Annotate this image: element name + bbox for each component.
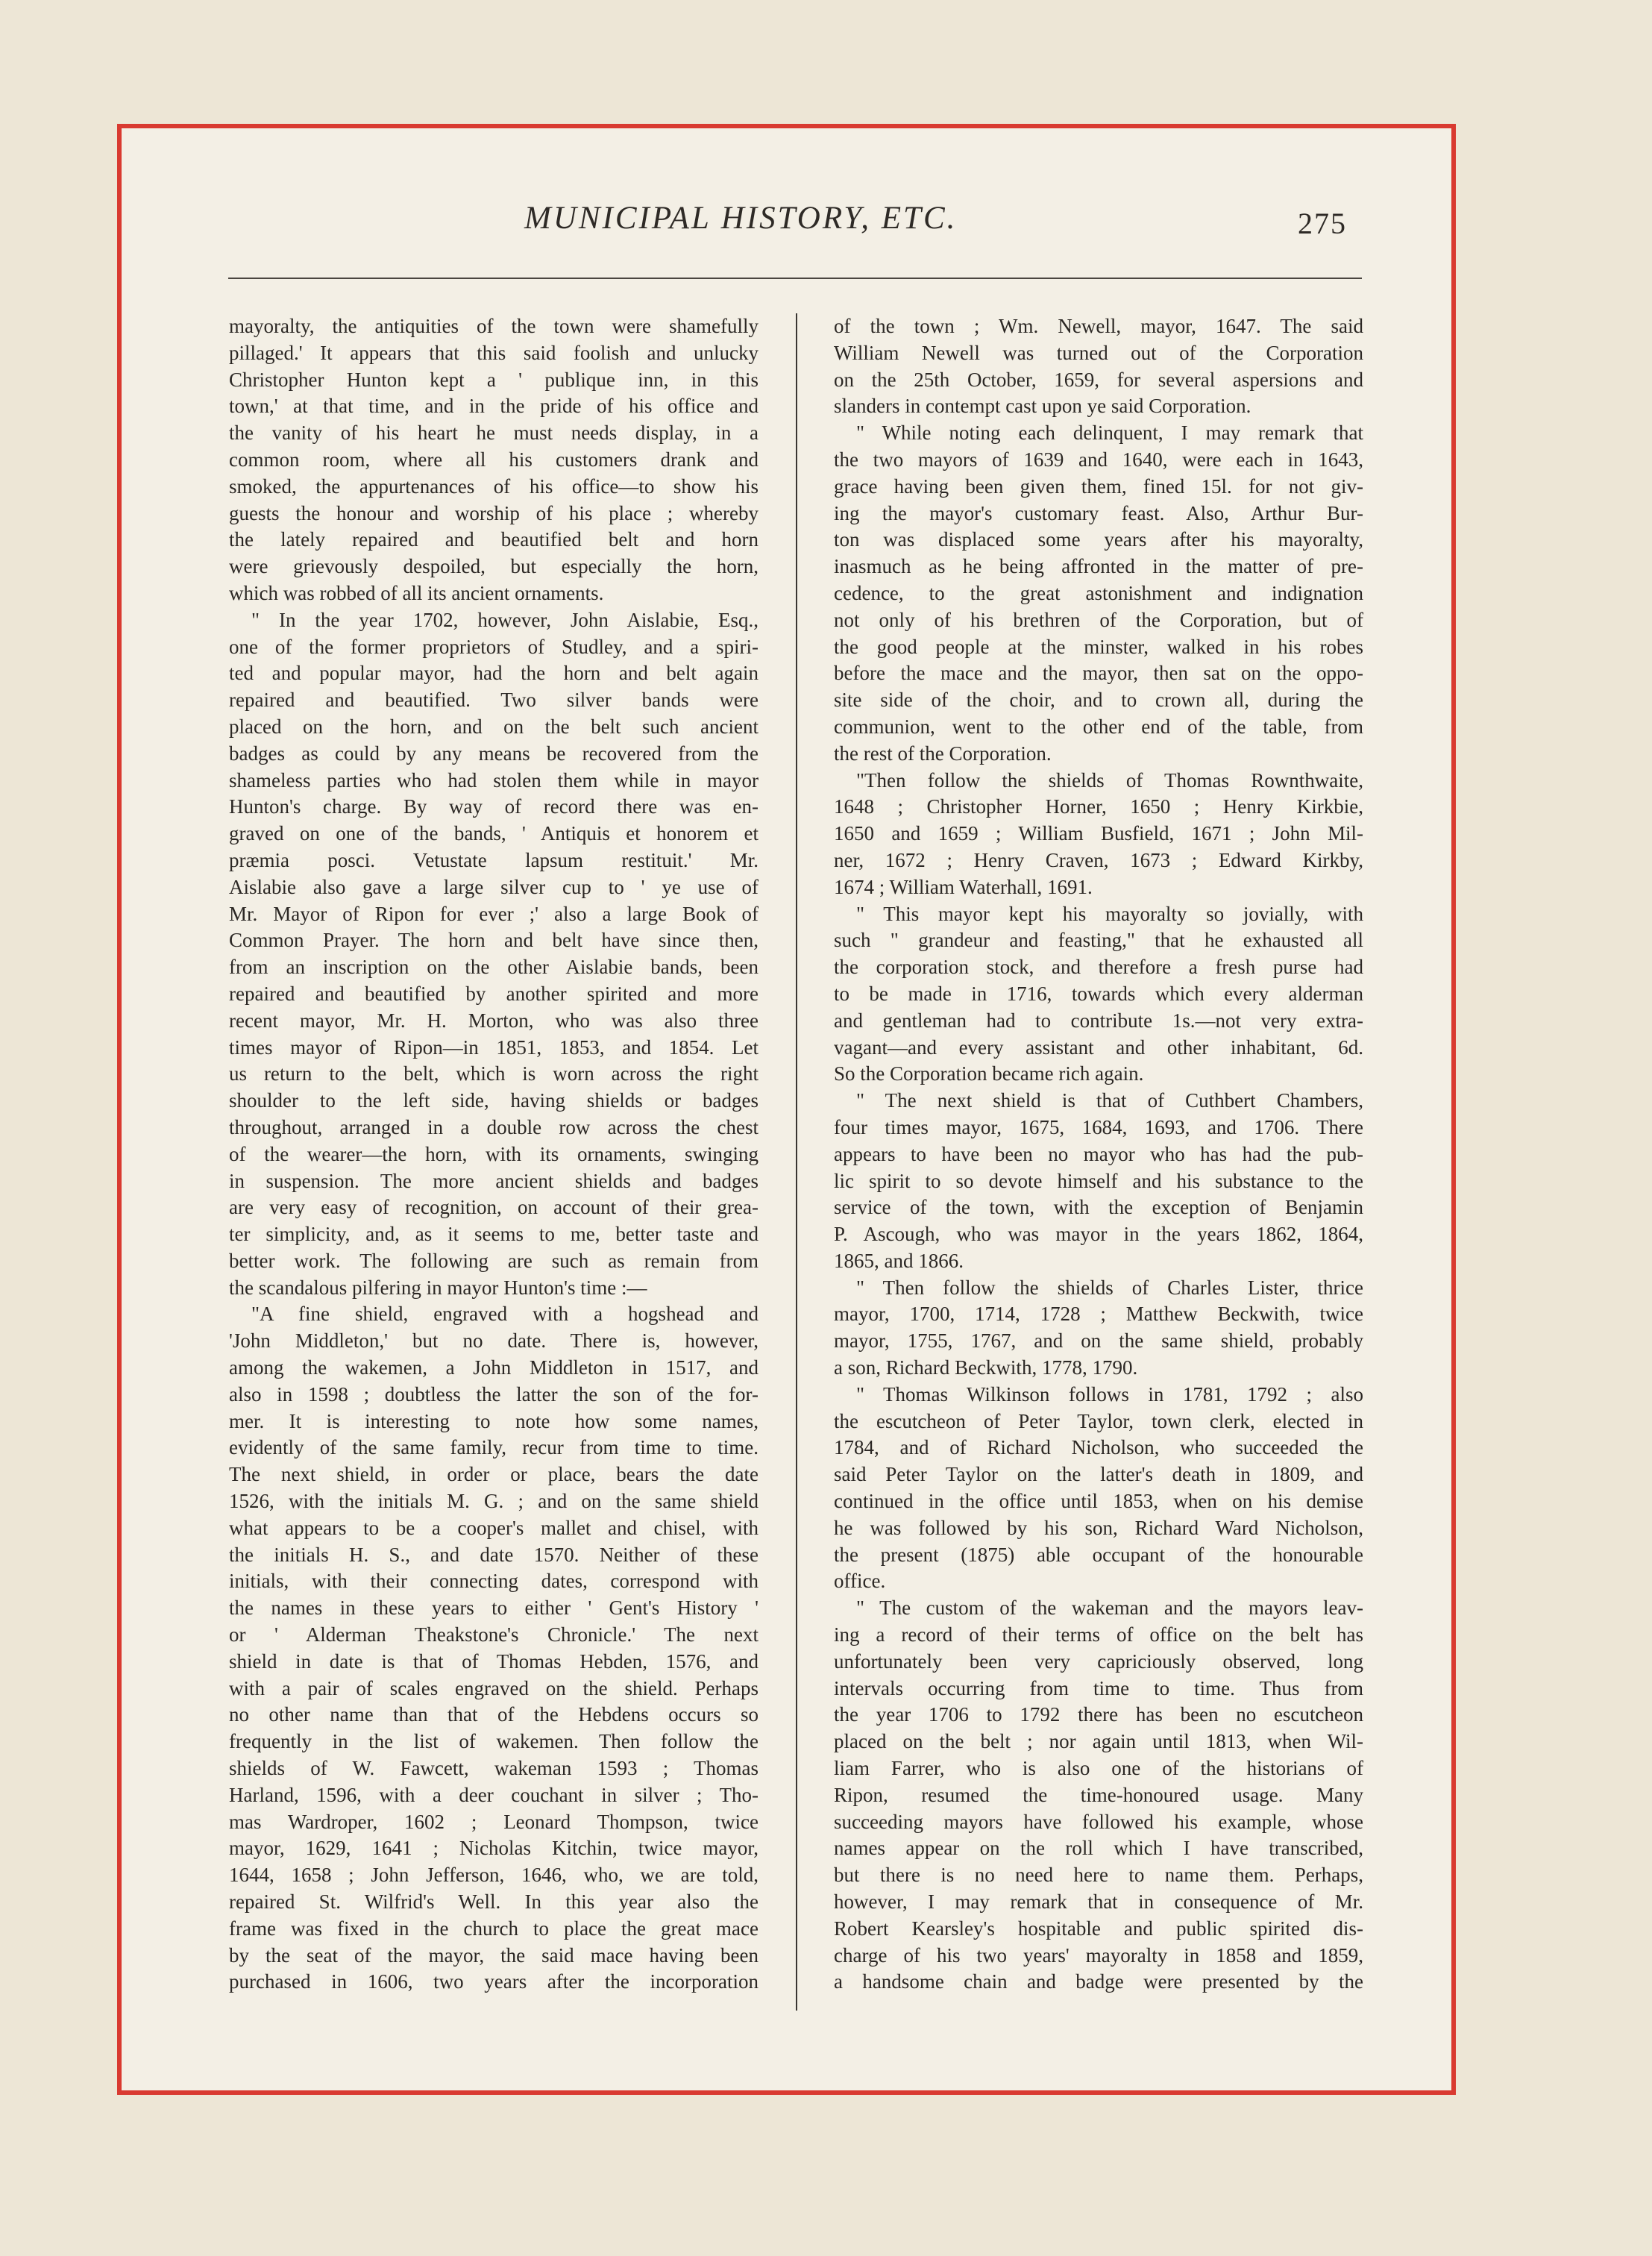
text-line: are very easy of recognition, on account of their grea- [229, 1196, 759, 1219]
text-line: continued in the office until 1853, when on his demise [834, 1490, 1363, 1513]
text-line: by the seat of the mayor, the said mace having been [229, 1943, 759, 1967]
text-line: the year 1706 to 1792 there has been no escutcheon [834, 1703, 1363, 1726]
page-number: 275 [1298, 207, 1347, 240]
text-line: placed on the horn, and on the belt such ancient [229, 715, 759, 738]
text-line: unfortunately been very capriciously observed, long [834, 1649, 1363, 1673]
text-line: cedence, to the great astonishment and indignation [834, 581, 1363, 604]
text-line: 1648 ; Christopher Horner, 1650 ; Henry Kirkbie, [834, 795, 1363, 818]
text-line: Mr. Mayor of Ripon for ever ;' also a large Book of [229, 902, 759, 925]
text-line: " Thomas Wilkinson follows in 1781, 1792 ; also [856, 1382, 1363, 1406]
text-line: repaired and beautified. Two silver bands were [229, 689, 759, 712]
text-line: were grievously despoiled, but especially the horn, [229, 555, 759, 578]
text-line: charge of his two years' mayoralty in 1858 and 1859, [834, 1943, 1363, 1967]
text-line: P. Ascough, who was mayor in the years 1862, 1864, [834, 1223, 1363, 1246]
text-line: names appear on the roll which I have transcribed, [834, 1837, 1363, 1860]
text-line: 1644, 1658 ; John Jefferson, 1646, who, we are told, [229, 1864, 759, 1887]
text-line: purchased in 1606, two years after the incorporation [229, 1970, 759, 1993]
text-line: 'John Middleton,' but no date. There is, however, [229, 1329, 759, 1353]
text-line: among the wakemen, a John Middleton in 1517, and [229, 1356, 759, 1379]
text-line: " This mayor kept his mayoralty so jovially, with [856, 902, 1363, 925]
text-line: ted and popular mayor, had the horn and belt again [229, 662, 759, 685]
text-line: appears to have been no mayor who has had the pub- [834, 1142, 1363, 1165]
text-line: 1526, with the initials M. G. ; and on the same shield [229, 1490, 759, 1513]
text-line: ner, 1672 ; Henry Craven, 1673 ; Edward Kirkby, [834, 848, 1363, 871]
text-line: Christopher Hunton kept a ' publique inn, in this [229, 368, 759, 391]
text-line: of the wearer—the horn, with its ornaments, swinging [229, 1142, 759, 1165]
text-line: Aislabie also gave a large silver cup to ' ye use of [229, 875, 759, 898]
text-line: " Then follow the shields of Charles Lister, thrice [856, 1276, 1363, 1299]
text-line: mer. It is interesting to note how some names, [229, 1409, 759, 1432]
text-line: Harland, 1596, with a deer couchant in silver ; Tho- [229, 1783, 759, 1806]
text-line: recent mayor, Mr. H. Morton, who was also three [229, 1009, 759, 1032]
text-line: initials, with their connecting dates, correspond with [229, 1570, 759, 1593]
text-line: grace having been given them, fined 15l. for not giv- [834, 474, 1363, 498]
text-line: "Then follow the shields of Thomas Rownthwaite, [856, 768, 1363, 792]
text-line: the lately repaired and beautified belt and horn [229, 528, 759, 551]
text-line: So the Corporation became rich again. [834, 1062, 1144, 1085]
text-line: office. [834, 1570, 886, 1593]
header-rule [228, 278, 1362, 279]
text-line: not only of his brethren of the Corporation, but of [834, 608, 1363, 631]
text-line: ter simplicity, and, as it seems to me, better taste and [229, 1223, 759, 1246]
text-line: he was followed by his son, Richard Ward Nicholson, [834, 1516, 1363, 1539]
text-line: one of the former proprietors of Studley, and a spiri- [229, 635, 759, 658]
text-line: the vanity of his heart he must needs display, in a [229, 422, 759, 445]
text-line: with a pair of scales engraved on the shield. Perhaps [229, 1676, 759, 1699]
text-line: the corporation stock, and therefore a fresh purse had [834, 956, 1363, 979]
text-line: the scandalous pilfering in mayor Hunton's time :— [229, 1276, 647, 1299]
text-line: graved on one of the bands, ' Antiquis et honorem et [229, 822, 759, 845]
text-line: the present (1875) able occupant of the honourable [834, 1543, 1363, 1566]
text-line: what appears to be a cooper's mallet and chisel, with [229, 1516, 759, 1539]
text-line: mayor, 1755, 1767, and on the same shield, probably [834, 1329, 1363, 1353]
text-line: lic spirit to so devote himself and his substance to the [834, 1169, 1363, 1192]
text-line: smoked, the appurtenances of his office—to show his [229, 474, 759, 498]
text-line: which was robbed of all its ancient ornaments. [229, 581, 604, 604]
text-line: intervals occurring from time to time. Thus from [834, 1676, 1363, 1699]
running-title: MUNICIPAL HISTORY, ETC. [524, 201, 958, 236]
text-line: or ' Alderman Theakstone's Chronicle.' The next [229, 1623, 759, 1646]
text-line: 1865, and 1866. [834, 1249, 964, 1272]
text-line: common room, where all his customers drank and [229, 448, 759, 471]
text-line: slanders in contempt cast upon ye said Corporation. [834, 395, 1251, 418]
text-line: " The next shield is that of Cuthbert Chambers, [856, 1089, 1363, 1112]
text-line: mayoralty, the antiquities of the town were shamefully [229, 315, 759, 337]
text-line: ing a record of their terms of office on the belt has [834, 1623, 1363, 1646]
right-column [834, 313, 1363, 1996]
text-line: shield in date is that of Thomas Hebden, 1576, and [229, 1649, 759, 1673]
text-line: placed on the belt ; nor again until 1813, when Wil- [834, 1730, 1363, 1753]
text-line: mayor, 1629, 1641 ; Nicholas Kitchin, twice mayor, [229, 1837, 759, 1860]
text-line: shoulder to the left side, having shields or badges [229, 1089, 759, 1112]
text-line: the initials H. S., and date 1570. Neither of these [229, 1543, 759, 1566]
text-line: no other name than that of the Hebdens occurs so [229, 1703, 759, 1726]
text-line: William Newell was turned out of the Corporation [834, 341, 1363, 364]
left-column [229, 313, 759, 1996]
text-line: shameless parties who had stolen them while in mayor [229, 768, 759, 792]
text-line: throughout, arranged in a double row across the chest [229, 1115, 759, 1138]
text-line: times mayor of Ripon—in 1851, 1853, and 1854. Let [229, 1035, 759, 1059]
text-line: in suspension. The more ancient shields and badges [229, 1169, 759, 1192]
text-line: " In the year 1702, however, John Aislabie, Esq., [251, 608, 759, 631]
text-line: said Peter Taylor on the latter's death in 1809, and [834, 1463, 1363, 1486]
text-line: town,' at that time, and in the pride of his office and [229, 395, 759, 418]
text-line: frame was fixed in the church to place the great mace [229, 1917, 759, 1940]
text-line: the names in these years to either ' Gent's History ' [229, 1597, 759, 1620]
text-line: Hunton's charge. By way of record there was en- [229, 795, 759, 818]
text-line: Ripon, resumed the time-honoured usage. Many [834, 1783, 1363, 1806]
text-line: of the town ; Wm. Newell, mayor, 1647. The said [834, 315, 1363, 337]
text-line: Robert Kearsley's hospitable and public spirited dis- [834, 1917, 1363, 1940]
text-line: the good people at the minster, walked in his robes [834, 635, 1363, 658]
text-line: 1650 and 1659 ; William Busfield, 1671 ; John Mil- [834, 822, 1363, 845]
text-line: communion, went to the other end of the table, from [834, 715, 1363, 738]
text-line: præmia posci. Vetustate lapsum restituit.' Mr. [229, 848, 759, 871]
text-line: better work. The following are such as remain from [229, 1249, 759, 1272]
text-line: evidently of the same family, recur from time to time. [229, 1436, 759, 1459]
text-line: the rest of the Corporation. [834, 742, 1052, 765]
column-divider [796, 313, 797, 2011]
text-line: shields of W. Fawcett, wakeman 1593 ; Thomas [229, 1757, 759, 1780]
text-line: liam Farrer, who is also one of the historians of [834, 1757, 1363, 1780]
text-line: mayor, 1700, 1714, 1728 ; Matthew Beckwith, twice [834, 1303, 1363, 1326]
text-line: such " grandeur and feasting," that he exhausted all [834, 929, 1363, 952]
text-line: site side of the choir, and to crown all, during the [834, 689, 1363, 712]
text-line: a handsome chain and badge were presented by the [834, 1970, 1363, 1993]
text-line: however, I may remark that in consequence of Mr. [834, 1890, 1363, 1914]
text-line: succeeding mayors have followed his example, whose [834, 1810, 1363, 1833]
text-line: ton was displaced some years after his mayoralty, [834, 528, 1363, 551]
text-line: badges as could by any means be recovered from the [229, 742, 759, 765]
text-line: 1674 ; William Waterhall, 1691. [834, 875, 1093, 898]
text-line: " While noting each delinquent, I may remark that [856, 422, 1363, 445]
text-line: mas Wardroper, 1602 ; Leonard Thompson, twice [229, 1810, 759, 1833]
text-line: "A fine shield, engraved with a hogshead and [251, 1303, 759, 1326]
text-line: four times mayor, 1675, 1684, 1693, and 1706. There [834, 1115, 1363, 1138]
text-line: service of the town, with the exception of Benjamin [834, 1196, 1363, 1219]
text-line: the two mayors of 1639 and 1640, were each in 1643, [834, 448, 1363, 471]
text-line: vagant—and every assistant and other inhabitant, 6d. [834, 1035, 1363, 1059]
text-line: a son, Richard Beckwith, 1778, 1790. [834, 1356, 1138, 1379]
text-line: and gentleman had to contribute 1s.—not very extra- [834, 1009, 1363, 1032]
text-line: ing the mayor's customary feast. Also, Arthur Bur- [834, 501, 1363, 524]
text-line: pillaged.' It appears that this said foolish and unlucky [229, 341, 759, 364]
text-line: The next shield, in order or place, bears the date [229, 1463, 759, 1486]
text-line: also in 1598 ; doubtless the latter the son of the for- [229, 1382, 759, 1406]
text-line: 1784, and of Richard Nicholson, who succeeded the [834, 1436, 1363, 1459]
text-line: before the mace and the mayor, then sat on the oppo- [834, 662, 1363, 685]
text-line: inasmuch as he being affronted in the matter of pre- [834, 555, 1363, 578]
text-line: repaired and beautified by another spirited and more [229, 982, 759, 1005]
text-line: the escutcheon of Peter Taylor, town clerk, elected in [834, 1409, 1363, 1432]
text-line: but there is no need here to name them. Perhaps, [834, 1864, 1363, 1887]
text-line: " The custom of the wakeman and the mayors leav- [856, 1597, 1363, 1620]
text-line: us return to the belt, which is worn across the right [229, 1062, 759, 1085]
text-line: on the 25th October, 1659, for several aspersions and [834, 368, 1363, 391]
text-line: repaired St. Wilfrid's Well. In this year also the [229, 1890, 759, 1914]
text-line: Common Prayer. The horn and belt have since then, [229, 929, 759, 952]
text-line: to be made in 1716, towards which every alderman [834, 982, 1363, 1005]
text-line: guests the honour and worship of his place ; whereby [229, 501, 759, 524]
text-line: from an inscription on the other Aislabie bands, been [229, 956, 759, 979]
text-line: frequently in the list of wakemen. Then follow the [229, 1730, 759, 1753]
